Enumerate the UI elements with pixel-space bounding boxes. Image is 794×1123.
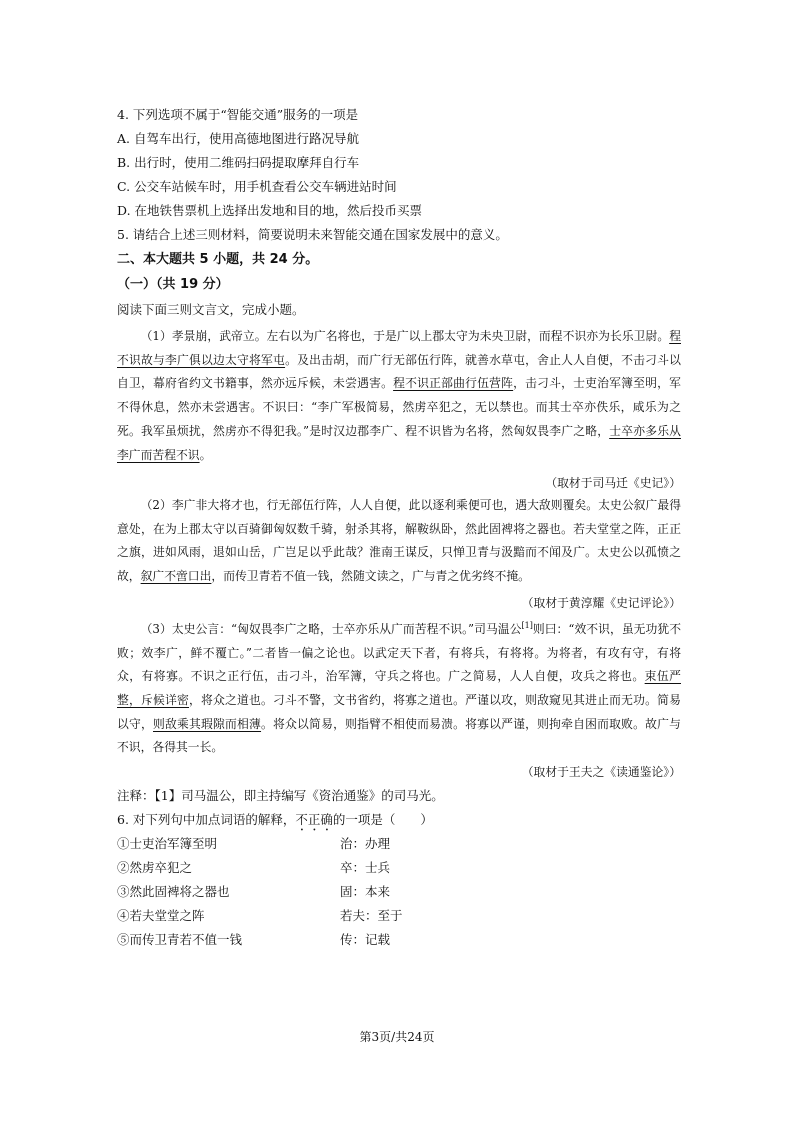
- q6-stem: 6. 对下列句中加点词语的解释，不正确的一项是（ ）: [117, 812, 433, 827]
- passage-3: （3）太史公言：“匈奴畏李广之略，士卒亦乐从广而苦程不识。”司马温公[1]则曰：“效不识，虽无功犹不败；效李广，鲜不覆亡。”二者皆一偏之论也。以武定天下者，有将兵，有将将。为将者，有攻有守，有将众，有将寡。不识之正行伍，击刁斗，治军簿，守兵之将也。广之简易，人人自便，攻兵之将也。束伍严整，斥候详密，将众之道也。刁斗不警，文书省约，将寡之道也。严谨以攻，则敌窥见其进止而无功。简易以守，则敌乘其瑕隙而相薄。将众以简易，则指臂不相使而易溃。将寡以严谨，则拘牵自困而取败。故广与不识，各得其一长。: [117, 621, 681, 755]
- q6-item-sentence: ⑤而传卫青若不值一钱: [117, 932, 243, 947]
- q6-item-gloss: 卒：士兵: [340, 860, 391, 875]
- q4-stem: 4. 下列选项不属于“智能交通”服务的一项是: [117, 107, 359, 122]
- q6-item-sentence: ④若夫堂堂之阵: [117, 908, 205, 923]
- passage-2: （2）李广非大将才也，行无部伍行阵，人人自便，此以逐利乘便可也，遇大敌则覆矣。太史公叙广最得意处，在为上郡太守以百骑御匈奴数千骑，射杀其将，解鞍纵卧，然此固裨将之器也。若夫堂堂之阵，正正之旗，进如风雨，退如山岳，广岂足以乎此哉？淮南王谋反，只惮卫青与汲黯而不闻及广。太史公以孤愤之故，叙广不啻口出，而传卫青若不值一钱，然随文读之，广与青之优劣终不掩。: [117, 498, 681, 584]
- passage-1: （1）孝景崩，武帝立。左右以为广名将也，于是广以上郡太守为未央卫尉，而程不识亦为长乐卫尉。程不识故与李广俱以边太守将军屯。及出击胡，而广行无部伍行阵，就善水草屯，舍止人人自便，不击刁斗以自卫，幕府省约文书籍事，然亦远斥候，未尝遇害。程不识正部曲行伍营阵，击刁斗，士吏治军簿至明，军不得休息，然亦未尝遇害。不识曰：“李广军极简易，然虏卒犯之，无以禁也。而其士卒亦佚乐，咸乐为之死。我军虽烦扰，然虏亦不得犯我。”是时汉边郡李广、程不识皆为名将，然匈奴畏李广之略，士卒亦多乐从李广而苦程不识。: [117, 329, 681, 462]
- page-footer: 第3页/共24页: [359, 1030, 435, 1044]
- underlined-sentence: 程不识正部曲行伍营阵: [393, 376, 514, 391]
- emphasized-word: 不正确: [295, 812, 333, 827]
- q4-option-b: B. 出行时，使用二维码扫码提取摩拜自行车: [117, 155, 360, 170]
- underlined-sentence: 程不识故与李广俱以边太守将军屯: [117, 329, 681, 367]
- source-2: （取材于黄淳耀《史记评论》）: [521, 596, 681, 610]
- source-1: （取材于司马迁《史记》）: [545, 476, 681, 490]
- q4-option-c: C. 公交车站候车时，用手机查看公交车辆进站时间: [117, 179, 397, 194]
- underlined-sentence: 士卒亦多乐从李广而苦程不识: [117, 423, 681, 462]
- annotation: 注释：【1】司马温公，即主持编写《资治通鉴》的司马光。: [117, 788, 444, 803]
- q6-item-gloss: 若夫：至于: [340, 908, 403, 923]
- q5-stem: 5. 请结合上述三则材料，简要说明未来智能交通在国家发展中的意义。: [117, 227, 508, 242]
- q6-item-gloss: 治：办理: [340, 836, 391, 851]
- reading-instruction: 阅读下面三则文言文，完成小题。: [117, 302, 305, 317]
- q4-option-d: D. 在地铁售票机上选择出发地和目的地，然后投币买票: [117, 203, 423, 218]
- section-title: 二、本大题共 5 小题，共 24 分。: [117, 252, 319, 267]
- q6-item-sentence: ③然此固裨将之器也: [117, 884, 230, 899]
- footnote-marker: [1]: [521, 621, 533, 630]
- q4-option-a: A. 自驾车出行，使用高德地图进行路况导航: [117, 131, 359, 146]
- q6-item-gloss: 传：记载: [340, 932, 391, 947]
- q6-item-gloss: 固：本来: [340, 884, 391, 899]
- part-title: （一）（共 19 分）: [117, 277, 229, 292]
- underlined-sentence: 则敌乘其瑕隙而相薄: [153, 716, 262, 731]
- source-3: （取材于王夫之《读通鉴论》）: [521, 765, 681, 779]
- underlined-sentence: 束伍严整，斥候详密: [117, 669, 681, 708]
- underlined-sentence: 叙广不啻口出: [140, 569, 212, 584]
- q6-item-sentence: ①士吏治军簿至明: [117, 836, 218, 851]
- q6-item-sentence: ②然虏卒犯之: [117, 860, 193, 875]
